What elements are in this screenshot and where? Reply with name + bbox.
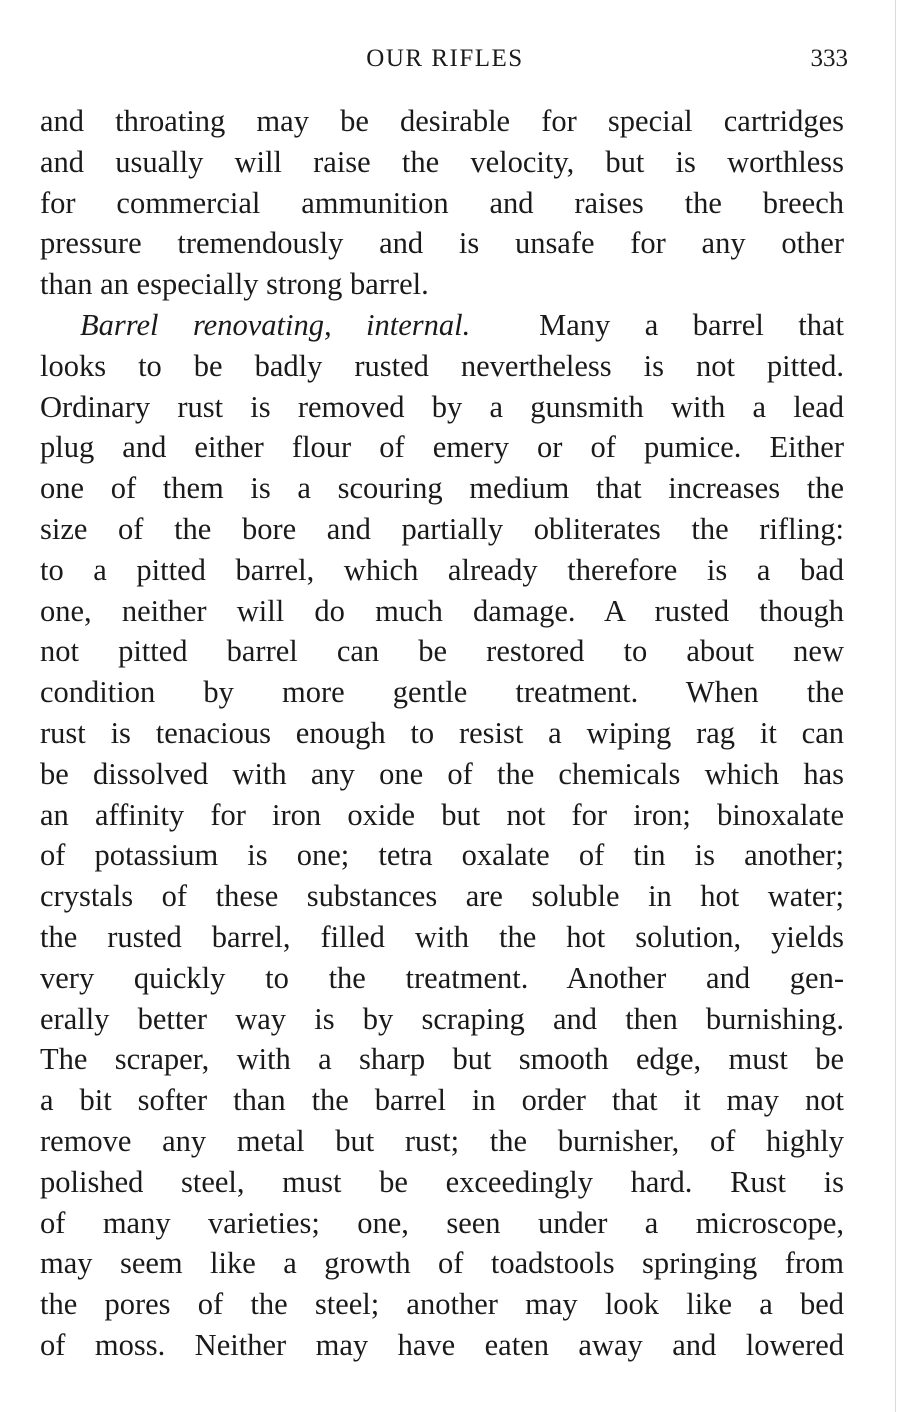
text-line: condition by more gentle treatment. When the — [40, 675, 844, 710]
text-line: Ordinary rust is removed by a gunsmith with a lead — [40, 389, 844, 424]
section-heading: Barrel renovating, internal. — [80, 307, 471, 342]
body-text — [40, 101, 844, 1366]
text-line: of moss. Neither may have eaten away and lowered — [40, 1327, 844, 1362]
text-line: crystals of these substances are soluble in hot water; — [40, 879, 844, 914]
page-number: 333 — [810, 45, 848, 72]
text-line: polished steel, must be exceedingly hard. Rust is — [40, 1164, 844, 1199]
text-line: be dissolved with any one of the chemicals which has — [40, 756, 844, 791]
text-line: remove any metal but rust; the burnisher, of highly — [40, 1123, 844, 1158]
text-line: Many a barrel that — [539, 307, 844, 342]
text-line: one, neither will do much damage. A rusted though — [40, 593, 844, 628]
running-header — [42, 42, 848, 76]
text-line: the pores of the steel; another may look like a bed — [40, 1287, 844, 1322]
text-line: plug and either flour of emery or of pumice. Either — [40, 430, 844, 465]
text-line: than an especially strong barrel. — [40, 267, 429, 302]
text-line: of potassium is one; tetra oxalate of tin is another; — [40, 838, 844, 873]
text-line: one of them is a scouring medium that increases the — [40, 471, 844, 506]
text-line: an affinity for iron oxide but not for iron; binoxalate — [40, 797, 844, 832]
text-line: looks to be badly rusted nevertheless is not pitted. — [40, 348, 844, 383]
running-title: OUR RIFLES — [366, 45, 524, 72]
text-line: and usually will raise the velocity, but is worthless — [40, 144, 844, 179]
text-line: of many varieties; one, seen under a microscope, — [40, 1205, 844, 1240]
text-line: rust is tenacious enough to resist a wiping rag it can — [40, 715, 844, 750]
text-line: not pitted barrel can be restored to about new — [40, 634, 844, 669]
text-line: erally better way is by scraping and then burnishing. — [40, 1001, 844, 1036]
text-line: the rusted barrel, filled with the hot solution, yields — [40, 919, 844, 954]
text-line: may seem like a growth of toadstools springing from — [40, 1246, 844, 1281]
text-line: to a pitted barrel, which already therefore is a bad — [40, 552, 844, 587]
text-line: pressure tremendously and is unsafe for any other — [40, 226, 844, 261]
text-line: and throating may be desirable for special cartridges — [40, 104, 844, 138]
text-line: a bit softer than the barrel in order that it may not — [40, 1083, 844, 1118]
text-line: very quickly to the treatment. Another and gen- — [40, 960, 844, 995]
text-line: for commercial ammunition and raises the breech — [40, 185, 844, 220]
text-line: The scraper, with a sharp but smooth edge, must be — [40, 1042, 844, 1077]
paragraph-start-line — [40, 305, 844, 346]
text-line: size of the bore and partially obliterates the rifling: — [40, 511, 844, 546]
